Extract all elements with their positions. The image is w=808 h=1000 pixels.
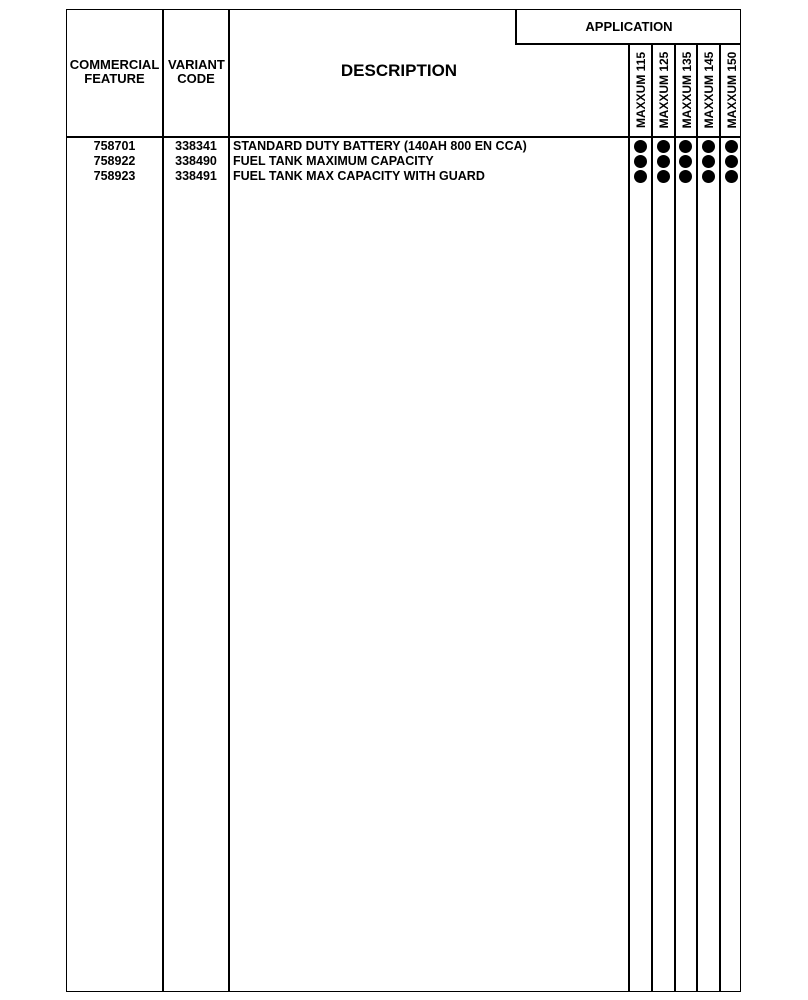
model-header-145 [697,44,720,136]
row-1-feature: 758701 [93,139,136,153]
header-description [230,61,568,80]
model-header-115 [629,44,652,136]
row-2-feature: 758922 [93,154,136,168]
divider-model-115 [628,44,630,992]
application-dot [634,140,647,153]
model-header-125 [652,44,675,136]
header-variant-code [164,58,228,86]
header-application-text: APPLICATION [585,19,673,34]
header-description-text: DESCRIPTION [340,61,458,80]
header-application [517,20,741,34]
application-dot [702,155,715,168]
model-header-135 [675,44,698,136]
application-dot [702,170,715,183]
application-dot [634,170,647,183]
row-2-variant: 338490 [175,154,217,168]
header-commercial-feature [67,58,162,86]
application-dot [702,140,715,153]
model-label: MAXXUM 150 [724,51,739,129]
model-header-150 [720,44,743,136]
application-dot [725,140,738,153]
divider-model-125 [651,44,653,992]
divider-model-145 [696,44,698,992]
application-dot [657,155,670,168]
model-label: MAXXUM 135 [679,51,694,129]
divider-model-150 [719,44,721,992]
application-dot [679,170,692,183]
header-commercial-feature-text: COMMERCIAL FEATURE [69,57,160,86]
application-dot [634,155,647,168]
row-1-description: STANDARD DUTY BATTERY (140AH 800 EN CCA) [233,139,527,153]
model-label: MAXXUM 115 [633,51,648,129]
row-3-variant: 338491 [175,169,217,183]
divider-model-135 [674,44,676,992]
divider-variant-description [228,9,230,992]
application-dot [657,140,670,153]
model-label: MAXXUM 145 [701,51,716,129]
application-dot [725,170,738,183]
divider-header-body [66,136,741,138]
row-3-feature: 758923 [93,169,136,183]
application-dot [679,140,692,153]
row-1-variant: 338341 [175,139,217,153]
application-dot [725,155,738,168]
row-3-description: FUEL TANK MAX CAPACITY WITH GUARD [233,169,485,183]
row-2-description: FUEL TANK MAXIMUM CAPACITY [233,154,434,168]
application-dot [657,170,670,183]
model-label: MAXXUM 125 [656,51,671,129]
application-dot [679,155,692,168]
header-variant-code-text: VARIANT CODE [168,57,225,86]
